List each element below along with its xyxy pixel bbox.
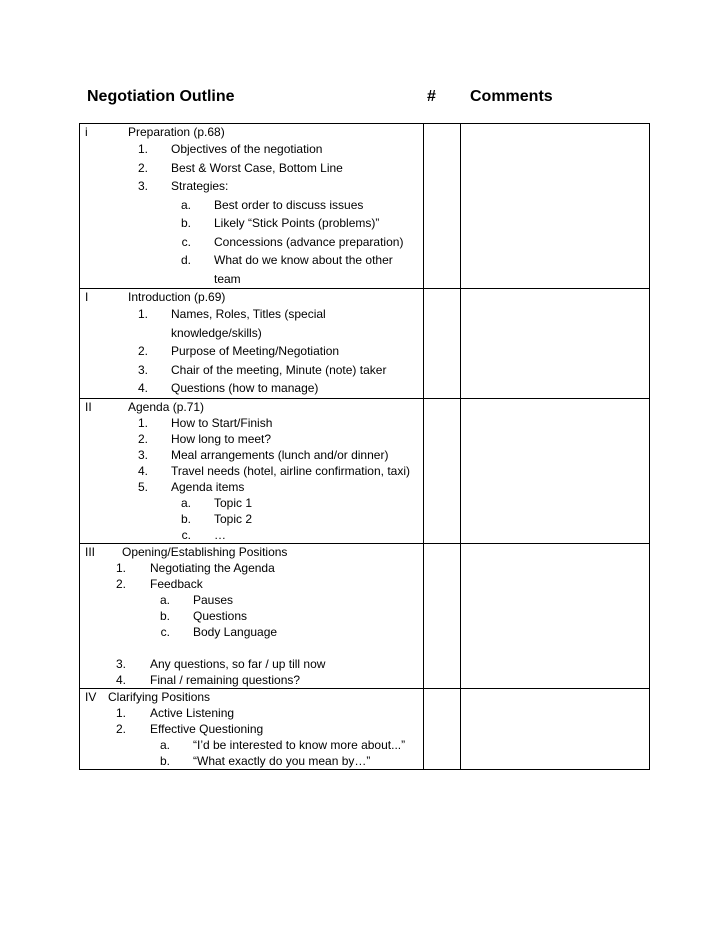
section-numeral: IV	[85, 689, 97, 704]
list-marker: 2.	[137, 344, 148, 358]
list-item	[80, 431, 423, 447]
page-title: Negotiation Outline	[87, 88, 235, 105]
list-item	[80, 721, 423, 737]
list-text: Chair of the meeting, Minute (note) taker	[171, 362, 387, 377]
list-marker: c.	[181, 527, 191, 542]
table-row	[80, 124, 650, 289]
list-marker: 1.	[115, 560, 126, 575]
list-text: Best & Worst Case, Bottom Line	[171, 160, 343, 175]
section-numeral: i	[85, 125, 88, 139]
table-row	[80, 289, 650, 399]
comments-cell[interactable]	[461, 398, 650, 543]
list-text: How to Start/Finish	[171, 415, 273, 430]
list-text: Pauses	[193, 592, 234, 607]
list-item	[80, 753, 423, 769]
list-marker: a.	[159, 592, 170, 607]
list-item	[80, 233, 423, 252]
list-text: Final / remaining questions?	[150, 672, 301, 687]
list-text: Likely “Stick Points (problems)”	[214, 216, 380, 230]
list-marker: 1.	[137, 415, 148, 430]
list-marker: a.	[180, 197, 191, 212]
section-introduction	[80, 289, 423, 398]
list-item	[80, 140, 423, 159]
list-marker: 4.	[137, 381, 148, 395]
list-text: Topic 2	[214, 511, 253, 526]
list-marker: d.	[180, 253, 191, 267]
list-text: Negotiating the Agenda	[150, 560, 275, 575]
list-item	[80, 324, 423, 343]
list-marker: 2.	[137, 431, 148, 446]
section-title: Opening/Establishing Positions	[122, 544, 288, 559]
list-marker: b.	[180, 216, 191, 230]
list-item	[80, 270, 423, 289]
list-item	[80, 672, 423, 688]
comments-cell[interactable]	[461, 543, 650, 688]
list-marker: 1.	[137, 307, 148, 321]
section-title: Clarifying Positions	[108, 689, 211, 704]
list-marker: a.	[159, 737, 170, 752]
list-item	[80, 447, 423, 463]
list-text: Topic 1	[214, 495, 253, 510]
list-item	[80, 592, 423, 608]
list-text: Concessions (advance preparation)	[214, 234, 404, 249]
list-text: Meal arrangements (lunch and/or dinner)	[171, 447, 389, 462]
list-marker: a.	[180, 495, 191, 510]
list-item	[80, 342, 423, 361]
outline-cell	[80, 124, 424, 289]
list-marker: 2.	[137, 160, 148, 175]
list-text: Travel needs (hotel, airline confirmation, taxi)	[171, 463, 410, 478]
number-cell[interactable]	[424, 289, 461, 399]
section-opening	[80, 544, 423, 688]
list-item	[80, 495, 423, 511]
list-item	[80, 737, 423, 753]
list-marker: c.	[160, 624, 170, 639]
list-marker: b.	[159, 608, 170, 623]
list-text: team	[214, 271, 241, 286]
list-item	[80, 656, 423, 672]
list-text: Active Listening	[150, 705, 235, 720]
outline-cell	[80, 289, 424, 399]
number-cell[interactable]	[424, 543, 461, 688]
list-text: How long to meet?	[171, 431, 272, 446]
list-marker: 3.	[137, 179, 148, 193]
section-title: Introduction (p.69)	[128, 290, 226, 304]
comments-column-header: Comments	[470, 88, 553, 105]
outline-cell	[80, 688, 424, 769]
list-item	[80, 511, 423, 527]
list-text: Effective Questioning	[150, 721, 264, 736]
list-text: What do we know about the other	[214, 253, 393, 267]
list-text: Questions	[193, 608, 248, 623]
list-item	[80, 624, 423, 640]
section-preparation	[80, 124, 423, 288]
list-marker: 2.	[115, 576, 126, 591]
list-marker: 1.	[115, 705, 126, 720]
list-marker: 3.	[137, 447, 148, 462]
list-item	[80, 361, 423, 380]
list-marker: 2.	[115, 721, 126, 736]
section-numeral: III	[85, 544, 96, 559]
table-row	[80, 543, 650, 688]
list-item	[80, 479, 423, 495]
section-numeral: I	[85, 290, 89, 304]
list-text: Body Language	[193, 624, 278, 639]
list-text: Names, Roles, Titles (special	[171, 307, 326, 321]
list-item	[80, 214, 423, 233]
list-item	[80, 415, 423, 431]
section-clarifying	[80, 689, 423, 769]
list-text: “I’d be interested to know more about...”	[193, 737, 406, 752]
outline-table	[79, 123, 650, 770]
comments-cell[interactable]	[461, 124, 650, 289]
list-text: Strategies:	[171, 179, 229, 193]
comments-cell[interactable]	[461, 688, 650, 769]
list-marker: c.	[181, 234, 191, 249]
list-text: “What exactly do you mean by…”	[193, 753, 371, 768]
list-text: Questions (how to manage)	[171, 381, 319, 395]
section-numeral: II	[85, 399, 92, 414]
list-item	[80, 196, 423, 215]
list-marker: 3.	[137, 362, 148, 377]
list-item	[80, 527, 423, 543]
section-title: Agenda (p.71)	[128, 399, 205, 414]
number-cell[interactable]	[424, 688, 461, 769]
list-text: Objectives of the negotiation	[171, 142, 323, 156]
number-cell[interactable]	[424, 398, 461, 543]
list-marker: 5.	[137, 479, 148, 494]
list-text: Purpose of Meeting/Negotiation	[171, 344, 340, 358]
number-cell[interactable]	[424, 124, 461, 289]
list-item	[80, 463, 423, 479]
section-agenda	[80, 399, 423, 543]
table-row	[80, 688, 650, 769]
list-item	[80, 251, 423, 270]
list-item	[80, 305, 423, 324]
list-item	[80, 560, 423, 576]
list-text: knowledge/skills)	[171, 325, 262, 340]
list-marker: 4.	[115, 672, 126, 687]
outline-cell	[80, 398, 424, 543]
list-marker: b.	[180, 511, 191, 526]
list-marker: 1.	[137, 142, 148, 156]
list-item	[80, 705, 423, 721]
list-item	[80, 379, 423, 398]
list-item	[80, 177, 423, 196]
table-row	[80, 398, 650, 543]
list-item	[80, 576, 423, 592]
list-item	[80, 159, 423, 178]
list-text: Feedback	[150, 576, 203, 591]
outline-cell	[80, 543, 424, 688]
number-column-header: #	[427, 88, 436, 105]
list-text: Agenda items	[171, 479, 245, 494]
list-marker: b.	[159, 753, 170, 768]
comments-cell[interactable]	[461, 289, 650, 399]
list-item	[80, 608, 423, 624]
list-marker: 3.	[115, 656, 126, 671]
list-marker: 4.	[137, 463, 148, 478]
list-text: Best order to discuss issues	[214, 197, 364, 212]
list-text: Any questions, so far / up till now	[150, 656, 326, 671]
section-title: Preparation (p.68)	[128, 125, 225, 139]
list-text: …	[214, 527, 226, 542]
